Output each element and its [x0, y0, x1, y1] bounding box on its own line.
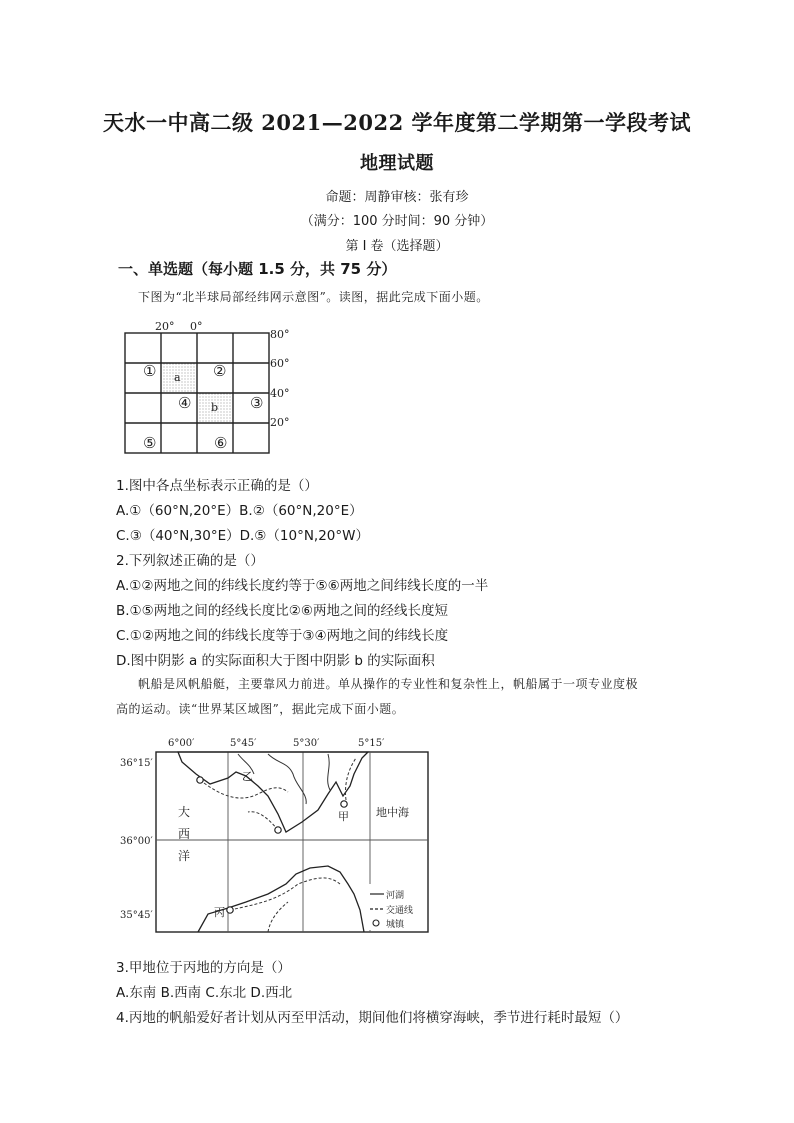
town-bing	[227, 907, 233, 913]
point-6: ⑥	[214, 434, 228, 452]
point-2: ②	[213, 362, 227, 380]
lat-label-60: 60°	[270, 357, 290, 370]
place-yi: 乙	[242, 770, 253, 783]
mediterranean-label: 地中海	[376, 806, 409, 819]
lat-label-40: 40°	[270, 387, 290, 400]
q4-stem: 4.丙地的帆船爱好者计划从丙至甲活动，期间他们将横穿海峡，季节进行耗时最短（）	[116, 1010, 629, 1026]
lon-label-545: 5°45′	[230, 738, 257, 749]
figure2-intro-line1: 帆船是风帆船艇，主要靠风力前进。单从操作的专业性和复杂性上，帆船属于一项专业度极	[138, 677, 639, 691]
figure1-intro: 下图为“北半球局部经纬网示意图”。读图，据此完成下面小题。	[138, 290, 489, 304]
atlantic-char-2: 西	[178, 827, 191, 841]
town-jia	[341, 801, 347, 807]
q3-stem: 3.甲地位于丙地的方向是（）	[116, 960, 291, 976]
northern-roads	[200, 758, 356, 830]
lat-label-20: 20°	[270, 416, 290, 429]
point-1: ①	[143, 362, 157, 380]
score-time-line: （满分：100 分时间：90 分钟）	[300, 214, 494, 229]
lon-label-0: 0°	[190, 320, 203, 333]
legend-towns: 城镇	[386, 920, 405, 930]
exam-title: 天水一中高二级 2021—2022 学年度第二学期第一学段考试	[102, 110, 691, 135]
q1-options-ab: A.①（60°N,20°E）B.②（60°N,20°E）	[116, 503, 363, 519]
lat-label-3600: 36°00′	[120, 836, 153, 847]
shade-a-label: a	[174, 371, 181, 384]
southern-coastline	[198, 866, 364, 932]
legend-roads: 交通线	[386, 906, 414, 916]
section-heading: 一、单选题（每小题 1.5 分，共 75 分）	[118, 260, 397, 278]
lon-label-20: 20°	[155, 320, 175, 333]
lat-label-80: 80°	[270, 328, 290, 341]
lat-label-3615: 36°15′	[120, 758, 153, 769]
point-4: ④	[178, 394, 192, 412]
southern-roads	[230, 878, 340, 932]
authors-line: 命题：周静审核：张有珍	[325, 190, 469, 205]
graticule-figure	[118, 318, 298, 458]
point-5: ⑤	[143, 434, 157, 452]
q2-option-c: C.①②两地之间的纬线长度等于③④两地之间的纬线长度	[116, 628, 449, 644]
q2-stem: 2.下列叙述正确的是（）	[116, 553, 264, 569]
volume-label: 第 I 卷（选择题）	[345, 239, 449, 254]
q2-option-a: A.①②两地之间的纬线长度约等于⑤⑥两地之间纬线长度的一半	[116, 578, 489, 594]
figure2-intro-line2: 高的运动。读“世界某区域图”，据此完成下面小题。	[116, 702, 405, 716]
shade-b-label: b	[211, 401, 219, 414]
lon-label-600: 6°00′	[168, 738, 195, 749]
town-coast	[275, 827, 281, 833]
place-jia: 甲	[338, 810, 349, 823]
region-map-figure	[118, 734, 438, 938]
q2-option-d: D.图中阴影 a 的实际面积大于图中阴影 b 的实际面积	[116, 653, 435, 669]
lon-label-515: 5°15′	[358, 738, 385, 749]
atlantic-char-1: 大	[178, 805, 191, 819]
legend-rivers: 河湖	[386, 891, 405, 901]
exam-subtitle: 地理试题	[360, 153, 434, 174]
lon-label-530: 5°30′	[293, 738, 320, 749]
place-bing: 丙	[214, 906, 225, 919]
atlantic-char-3: 洋	[178, 849, 191, 863]
point-3: ③	[250, 394, 264, 412]
town-north-west	[197, 777, 203, 783]
q1-stem: 1.图中各点坐标表示正确的是（）	[116, 478, 318, 494]
map-legend	[368, 884, 426, 930]
lat-label-3545: 35°45′	[120, 910, 153, 921]
q3-options: A.东南 B.西南 C.东北 D.西北	[116, 985, 293, 1001]
q1-options-cd: C.③（40°N,30°E）D.⑤（10°N,20°W）	[116, 528, 369, 544]
q2-option-b: B.①⑤两地之间的经线长度比②⑥两地之间的经线长度短	[116, 603, 448, 619]
